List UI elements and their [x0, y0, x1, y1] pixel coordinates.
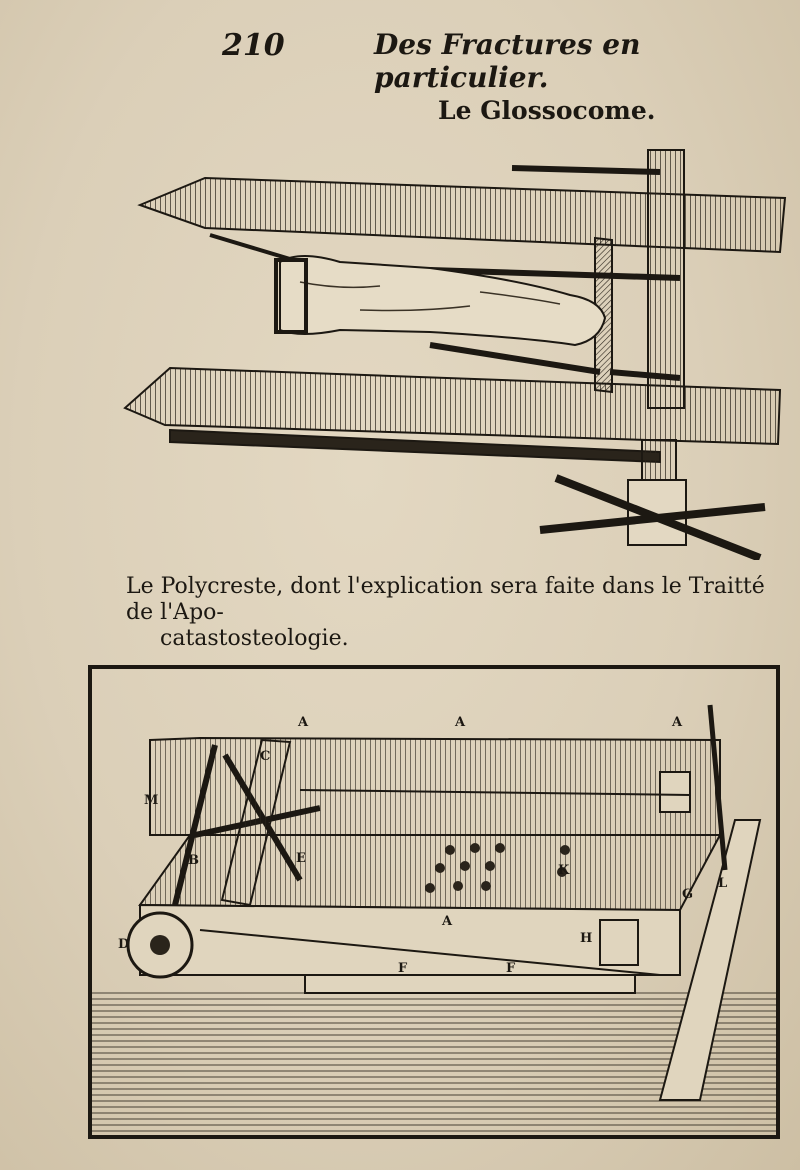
- back-panel: [150, 738, 720, 835]
- label-l: L: [718, 876, 728, 891]
- polycreste-woodcut: [0, 655, 800, 1150]
- running-title: Des Fractures en particulier.: [374, 28, 641, 94]
- label-e: E: [296, 851, 306, 866]
- label-a2: A: [455, 715, 466, 730]
- label-h: H: [580, 931, 593, 946]
- label-g: G: [682, 887, 694, 902]
- label-f2: F: [506, 961, 516, 976]
- glossocome-woodcut: [0, 130, 800, 560]
- figure-caption-polycreste: [126, 574, 786, 652]
- label-f1: F: [398, 961, 408, 976]
- page-number: 210: [222, 28, 285, 63]
- label-a4: A: [442, 914, 453, 929]
- label-a1: A: [298, 715, 309, 730]
- label-b: B: [188, 853, 199, 868]
- figure-title-glossocome: Le Glossocome.: [438, 96, 656, 125]
- label-a3: A: [672, 715, 683, 730]
- label-k: K: [558, 863, 570, 878]
- leg-drawing: [280, 256, 605, 345]
- label-c: C: [260, 749, 271, 764]
- caption-line-2: catastosteologie.: [160, 626, 349, 651]
- upper-board: [140, 178, 785, 252]
- label-d: D: [118, 937, 130, 952]
- caption-line-1: Le Polycreste, dont l'explication sera faite dans le Traitté de l'Apo-: [126, 574, 765, 625]
- label-m: M: [144, 793, 159, 808]
